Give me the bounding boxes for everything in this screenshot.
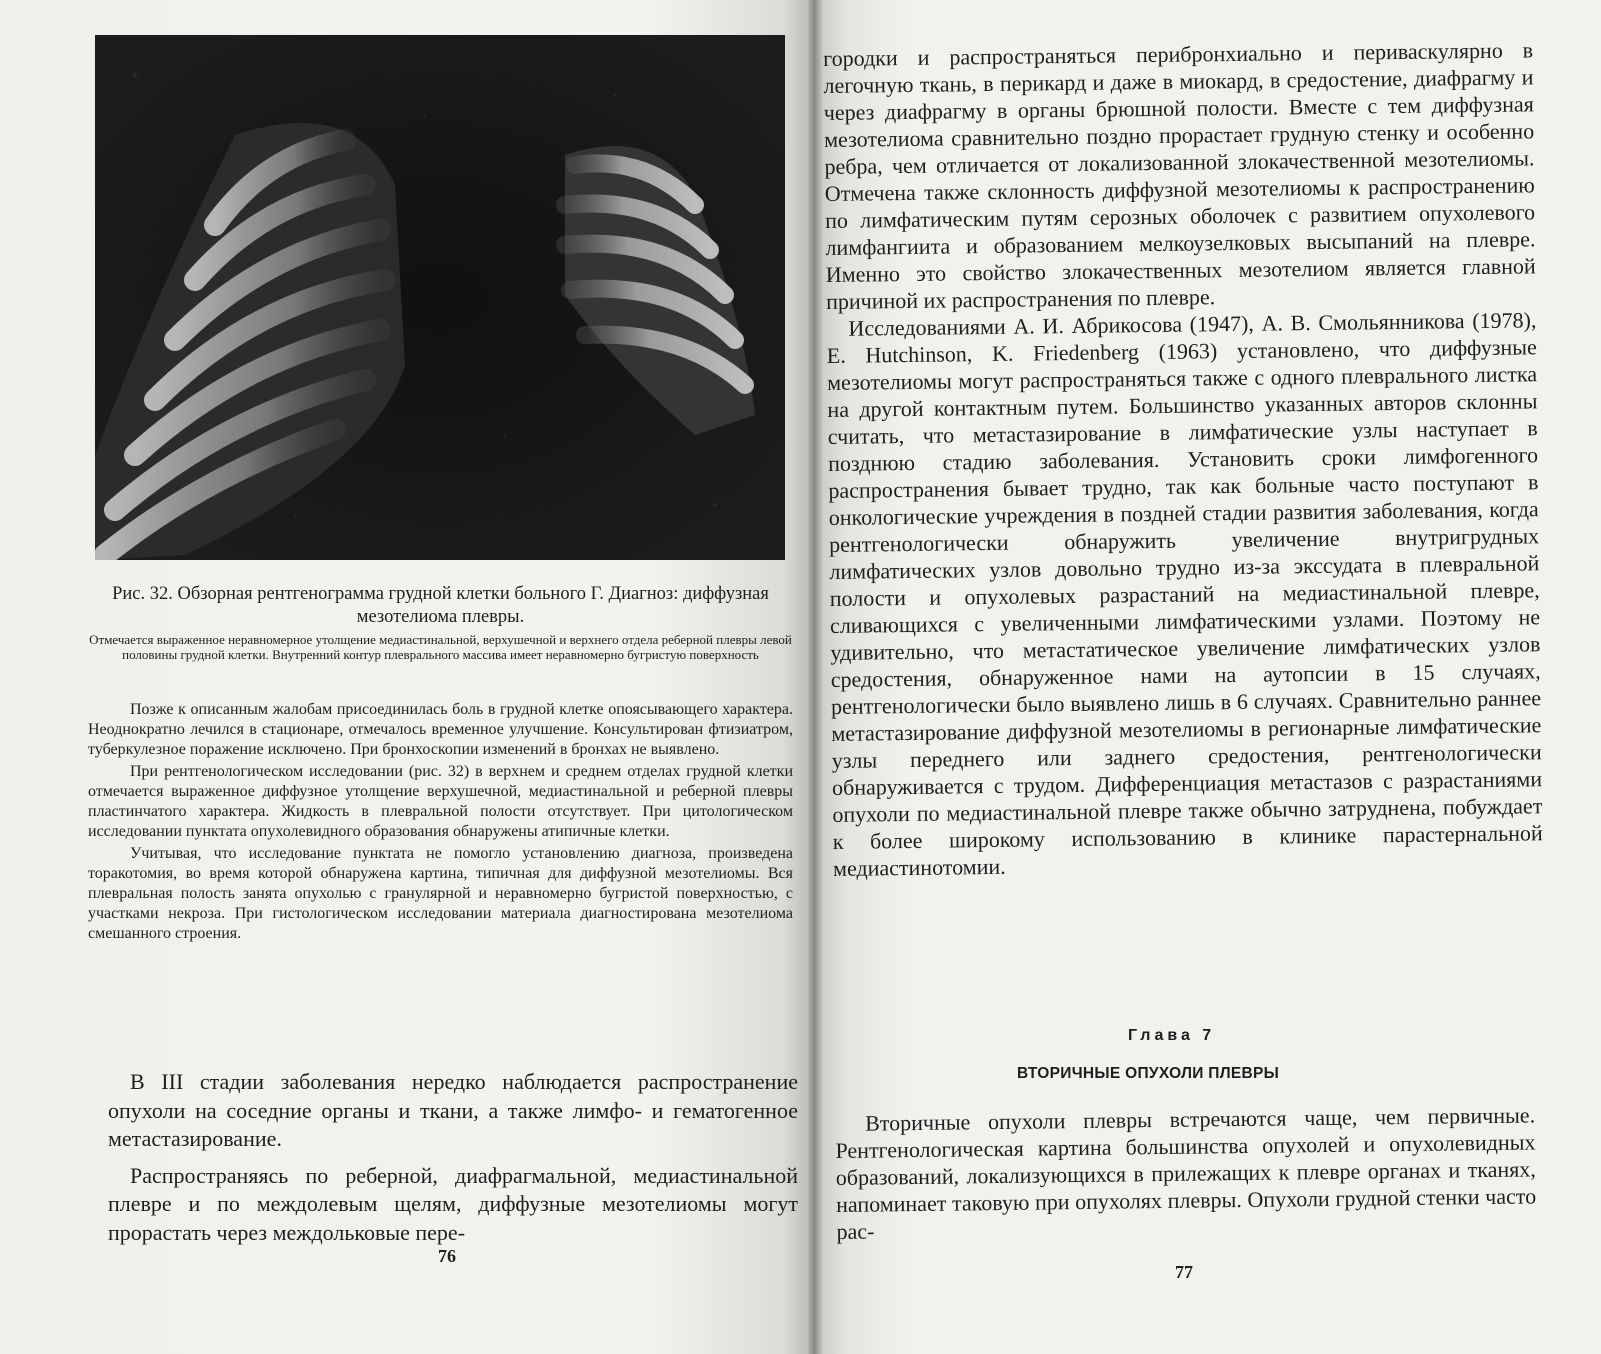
- paragraph: Учитывая, что исследование пунктата не помогло установлению диагноза, произведена торакотомия, во время которой обнаружена картина, типичная для диффузной мезотелиомы. Вся плевральная полость занята опухолью с гранулярной и неравномерно бугристой поверхностью, с участками некроза. При гистологическом исследовании материала диагностирована мезотелиома смешанного строения.: [88, 845, 793, 942]
- chapter-label: Глава 7: [1128, 1027, 1216, 1044]
- paragraph: Вторичные опухоли плевры встречаются чаще, чем первичные. Рентгенологическая картина большинства опухолей и опухолевидных образований, локализующихся в прилежащих к плевре органах и тканях, напоминает таковую при опухолях плевры. Опухоли грудной стенки часто рас-: [835, 1102, 1537, 1244]
- chapter-title: ВТОРИЧНЫЕ ОПУХОЛИ ПЛЕВРЫ: [1017, 1065, 1280, 1082]
- page-number-right: 77: [1175, 1262, 1193, 1282]
- paragraph: В III стадии заболевания нередко наблюдается распространение опухоли на соседние органы и ткани, а также лимфо- и гематогенное метастазирование.: [108, 1069, 798, 1151]
- paragraph: При рентгенологическом исследовании (рис. 32) в верхнем и среднем отделах грудной клетки отмечается выраженное диффузное утолщение верхушечной, медиастинальной и реберной плевры пластинчатого характера. Жидкость в плевральной полости отсутствует. При цитологическом исследовании пунктата опухолевидного образования обнаружены атипичные клетки.: [88, 763, 793, 840]
- right-main-text: [823, 36, 1543, 882]
- chapter-intro-text: [835, 1101, 1537, 1245]
- paragraph: городки и распространяться перибронхиально и периваскулярно в легочную ткань, в перикард и даже в миокард, в средостение, диафрагму и через диафрагму в органы брюшной полости. Вместе с тем диффузная мезотелиома сравнительно поздно прорастает грудную стенку и особенно ребра, чем отличается от локализованной злокачественной мезотелиомы. Отмечена также склонность диффузной мезотелиомы к распространению по лимфатическим путям серозных оболочек с развитием опухолевого лимфангиита и образованием мелкоузелковых высыпаний на плевре. Именно это свойство злокачественных мезотелиом является главной причиной их распространения по плевре.: [823, 37, 1536, 314]
- figure-caption-title: Рис. 32. Обзорная рентгенограмма грудной клетки больного Г. Диагноз: диффузная мезотелиома плевры.: [112, 584, 769, 627]
- paragraph: Исследованиями А. И. Абрикосова (1947), А. В. Смольянникова (1978), E. Hutchinson, K. Friedenberg (1963) установлено, что диффузные мезотелиомы могут распространяться также с одного плеврального листка на другой контактным путем. Большинство указанных авторов склонны считать, что метастазирование в лимфатические узлы наступает в позднюю стадию заболевания. Установить сроки лимфогенного распространения бывает трудно, так как больные часто поступают в онкологические учреждения в поздней стадии развития заболевания, когда рентгенологически обнаружить увеличение внутригрудных лимфатических узлов довольно трудно из-за экссудата в плевральной полости и опухолевых разрастаний на медиастинальной плевре, сливающихся с увеличенными лимфатическими узлами. Поэтому не удивительно, что метастатическое увеличение лимфатических узлов средостения, обнаруженное нами на аутопсии в 15 случаях, рентгенологически было выявлено лишь в 6 случаях. Сравнительно раннее метастазирование диффузной мезотелиомы в регионарные лимфатические узлы переднего или заднего средостения, рентгенологически обнаруживается с трудом. Дифференциация метастазов с разрастаниями опухоли по медиастинальной плевре также обычно затруднена, побуждает к более широкому использованию в клинике парастернальной медиастинотомии.: [826, 307, 1543, 881]
- book-gutter-shadow: [808, 0, 822, 1354]
- chest-xray-figure: [95, 35, 785, 560]
- left-large-text: [108, 1068, 798, 1247]
- page-number-left: 76: [438, 1246, 456, 1266]
- paragraph: Позже к описанным жалобам присоединилась боль в грудной клетке опоясывающего характера. Неоднократно лечился в стационаре, отмечалось временное улучшение. Консультирован фтизиатром, туберкулезное поражение исключено. При бронхоскопии изменений в бронхах не выявлено.: [88, 701, 793, 758]
- left-small-text: [88, 700, 793, 944]
- xray-image: [95, 35, 785, 560]
- paragraph: Распространяясь по реберной, диафрагмальной, медиастинальной плевре и по междолевым щелям, диффузные мезотелиомы могут прорастать через междольковые пере-: [108, 1162, 798, 1245]
- figure-caption-description: Отмечается выраженное неравномерное утолщение медиастинальной, верхушечной и верхнего отдела реберной плевры левой половины грудной клетки. Внутренний контур плеврального массива имеет неравномерно бугристую поверхность: [89, 632, 792, 662]
